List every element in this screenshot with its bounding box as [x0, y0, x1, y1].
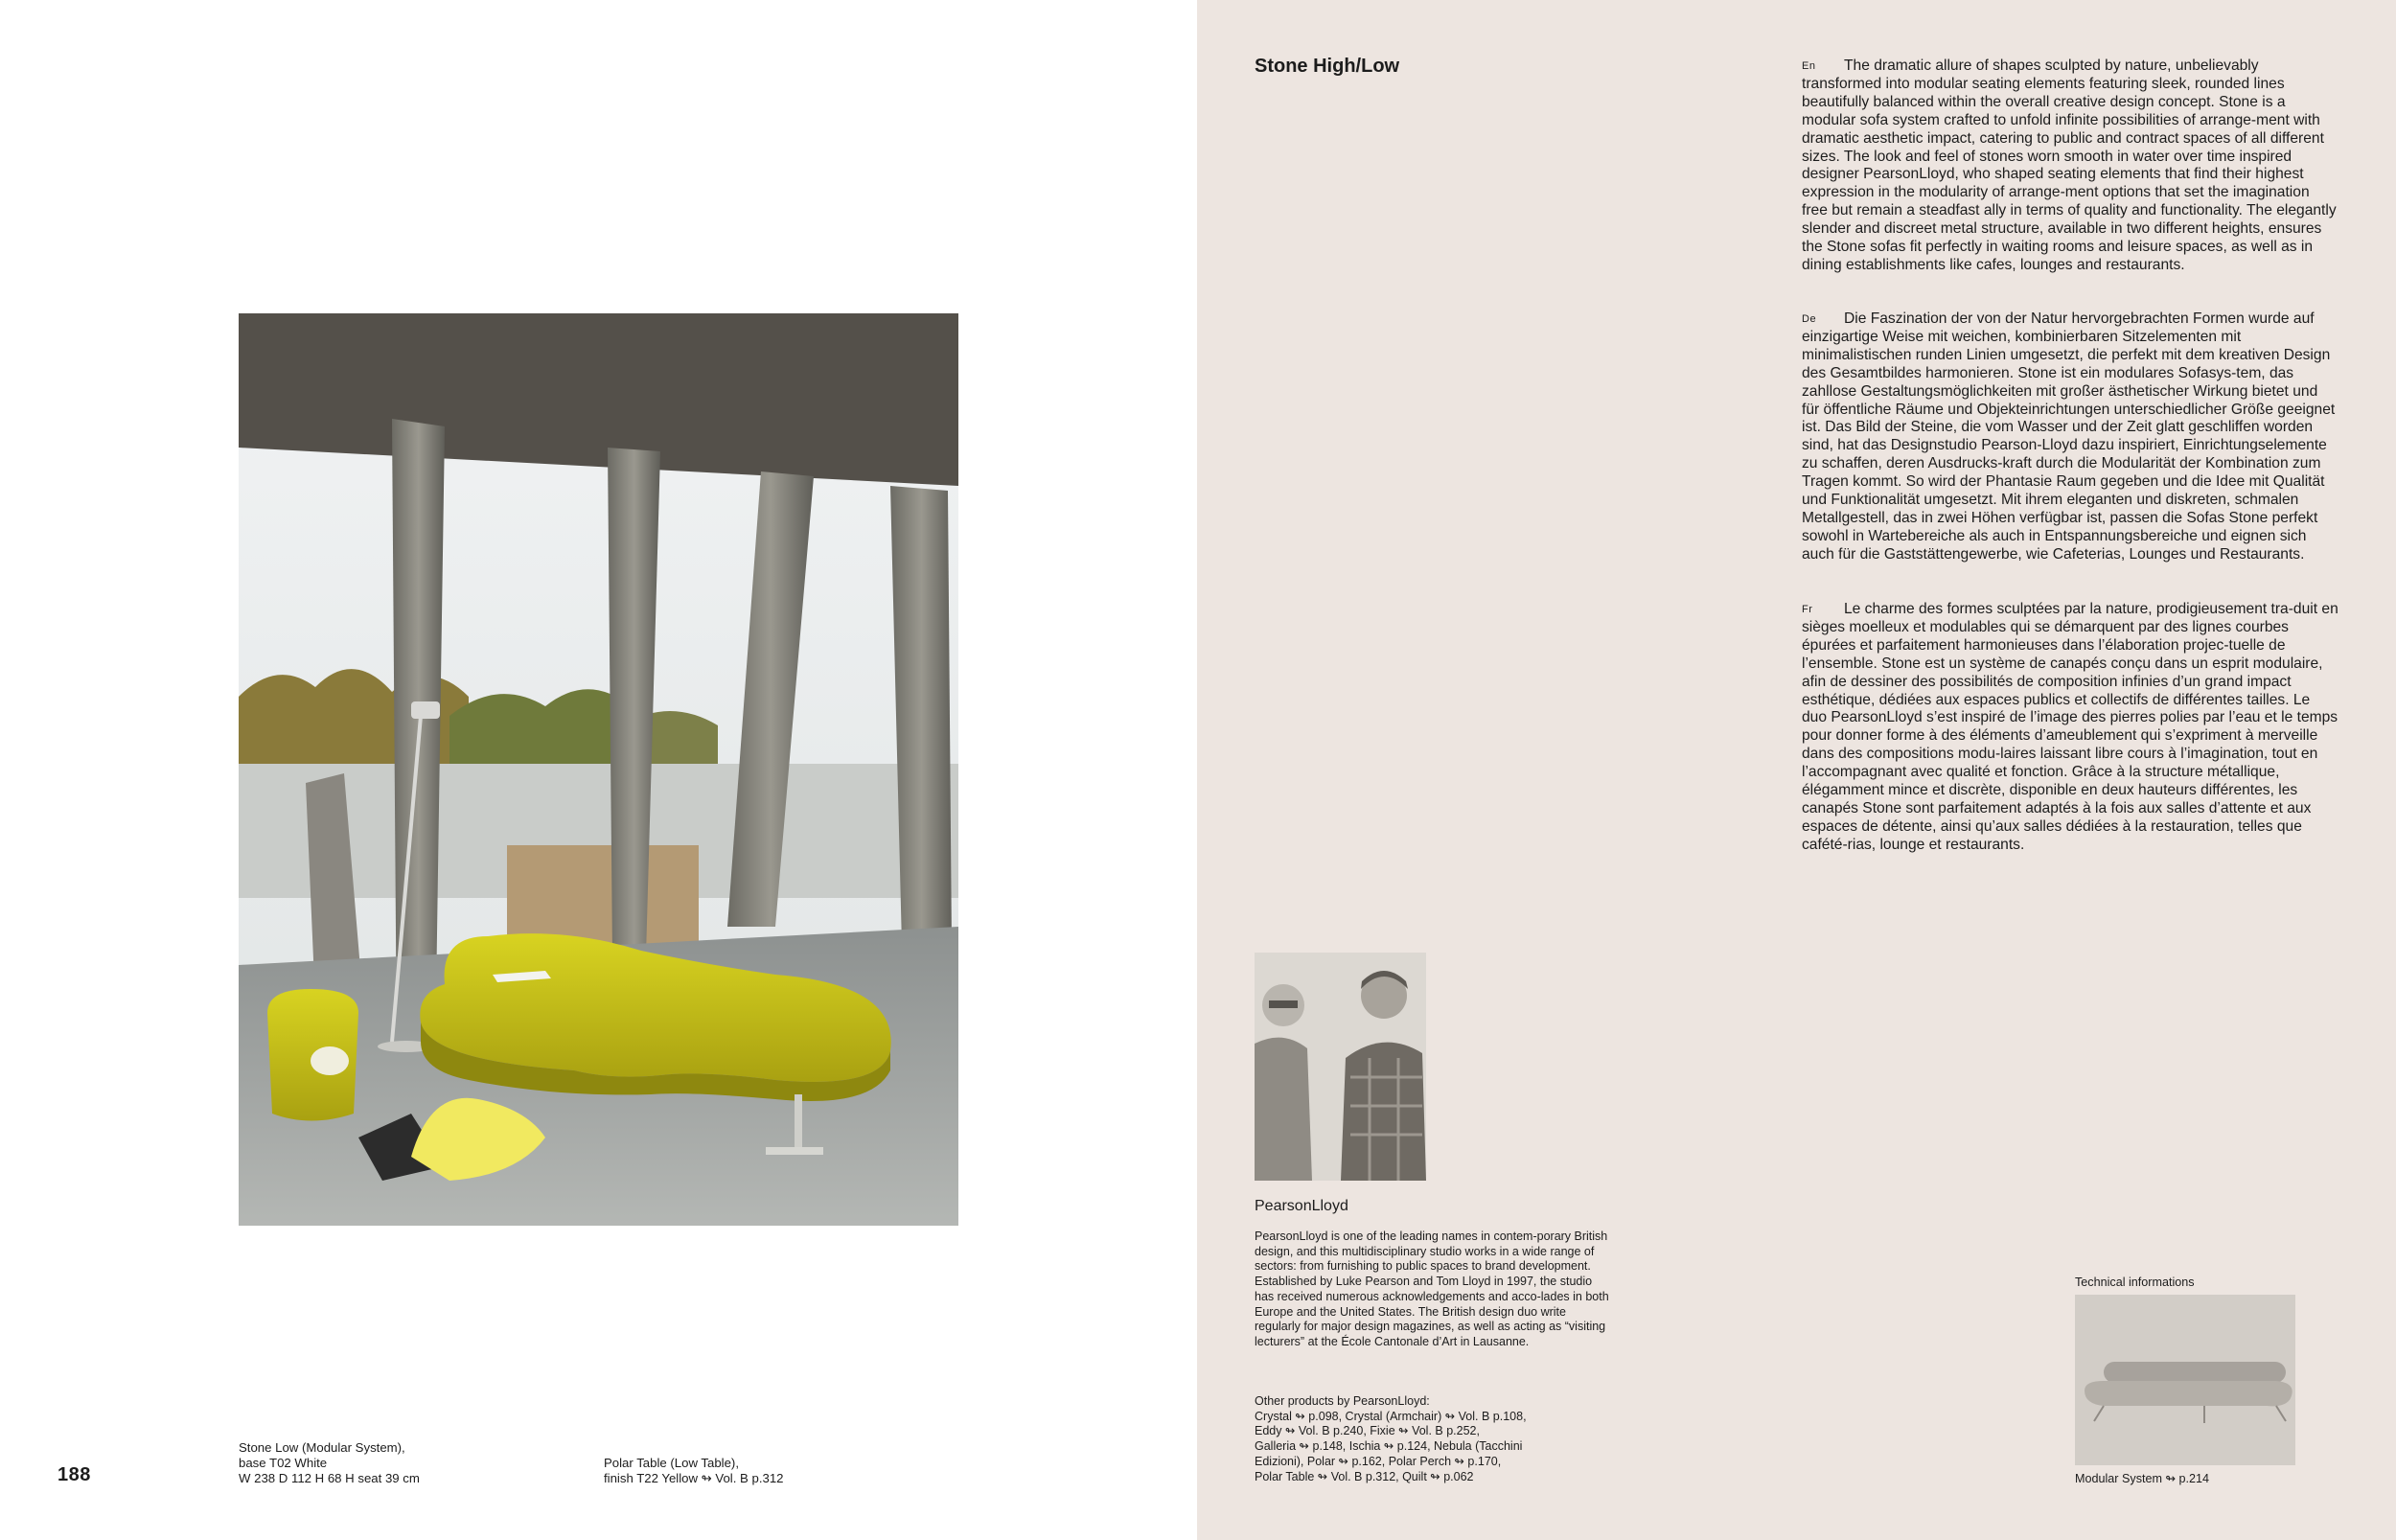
designer-other-products: Other products by PearsonLloyd: Crystal ↬ p.098, Crystal (Armchair) ↬ Vol. B p.108, Eddy ↬ Vol. B p.240, Fixie ↬ Vol. B p.252, Galleria ↬ p.148, Ischia ↬ p.124, Nebula (Tacchini Edizioni), Polar ↬ p.162, Polar Perch ↬ p.170, Polar Table ↬ Vol. B p.312, Quilt ↬ p.062 — [1255, 1394, 1527, 1483]
left-page — [0, 0, 1197, 1540]
description-german — [1802, 310, 2338, 564]
photo-caption-sofa: Stone Low (Modular System), base T02 White W 238 D 112 H 68 H seat 39 cm — [239, 1440, 420, 1485]
designer-portrait — [1255, 953, 1426, 1181]
product-title: Stone High/Low — [1255, 56, 1400, 77]
photo-caption-table: Polar Table (Low Table), finish T22 Yellow ↬ Vol. B p.312 — [604, 1456, 784, 1485]
description-english — [1802, 57, 2338, 275]
language-tag-de: De — [1802, 313, 1817, 325]
language-tag-en: En — [1802, 60, 1816, 72]
sofa-render-icon — [2075, 1295, 2295, 1465]
description-text-de: Die Faszination der von der Natur hervorgebrachten Formen wurde auf einzigartige Weise mit weichen, kombinierbaren Sitzelementen mit minimalistischen runden Linien umgesetzt, die perfekt mit dem kreativen Design des Gesamtbildes harmonieren. Stone ist ein modulares Sofasys-tem, das zahllose Gestaltungsmöglichkeiten mit großer ästhetischer Wirkung bietet und für öffentliche Räume und Objekteinrichtungen unterschiedlicher Größe geeignet ist. Das Bild der Steine, die vom Wasser und der Zeit glatt geschliffen worden sind, hat das Designstudio Pearson-Lloyd dazu inspiriert, Einrichtungselemente zu schaffen, deren Ausdrucks-kraft durch die Modularität der Kombination zum Tragen kommt. So wird der Phantasie Raum gegeben und die Idee mit Qualität und Funktionalität umgesetzt. Mit ihrem eleganten und diskreten, schmalen Metallgestell, das in zwei Höhen verfügbar ist, passen die Sofas Stone perfekt sowohl in Wartebereiche als auch in Entspannungsbereiche und eignen sich auch für die Gaststättengewerbe, wie Cafeterias, Lounges und Restaurants. — [1802, 310, 2336, 563]
designer-portrait-illustration — [1255, 953, 1426, 1181]
technical-drawing-modular-system — [2075, 1295, 2295, 1465]
designer-name: PearsonLloyd — [1255, 1198, 1348, 1214]
hero-photo-illustration — [239, 313, 958, 1226]
description-text-fr: Le charme des formes sculptées par la nature, prodigieusement tra-duit en sièges moelleux et modulables qui se démarquent par des lignes courbes épurées et parfaitement harmonieuses dans l’élaboration projec-tuelle de l’ensemble. Stone est un système de canapés conçu dans un esprit modulaire, afin de dessiner des possibilités de composition infinies d’un grand impact esthétique, dédiées aux espaces publics et collectifs de différentes tailles. Le duo PearsonLloyd s’est inspiré de l’image des pierres polies par l’eau et le temps pour donner forme à des éléments d’ameublement qui s’expriment à merveille dans des compositions modu-laires laissant libre cours à l’imagination, tout en l’accompagnant avec qualité et fonction. Grâce à la structure métallique, élégamment mince et discrète, disponible en deux hauteurs différentes, les canapés Stone sont parfaitement adaptés à la fois aux salles d’attente et aux espaces de détente, ainsi qu’aux salles dédiées à la restauration, telles que cafété-rias, lounge et restaurants. — [1802, 601, 2338, 853]
technical-info-label: Technical informations — [2075, 1276, 2195, 1289]
description-french — [1802, 601, 2338, 855]
modular-system-link[interactable]: Modular System ↬ p.214 — [2075, 1472, 2210, 1485]
language-tag-fr: Fr — [1802, 604, 1813, 615]
description-text-en: The dramatic allure of shapes sculpted by nature, unbelievably transformed into modular seating elements featuring sleek, rounded lines beautifully balanced within the overall creative design concept. Stone is a modular sofa system crafted to unfold infinite possibilities of arrange-ment with dramatic aesthetic impact, catering to public and contract spaces of all different sizes. The look and feel of stones worn smooth in water over time inspired designer PearsonLloyd, who shaped seating elements that find their highest expression in the modularity of arrange-ment options that set the imagination free but remain a steadfast ally in terms of quality and functionality. The elegantly slender and discreet metal structure, available in two different heights, ensures the Stone sofas fit perfectly in waiting rooms and leisure spaces, as well as in dining establishments like cafes, lounges and restaurants. — [1802, 57, 2337, 273]
hero-photo-stone-sofa — [239, 313, 958, 1226]
designer-bio: PearsonLloyd is one of the leading names in contem-porary British design, and this multidisciplinary studio works in a wide range of sectors: from furnishing to public spaces to brand development. Established by Luke Pearson and Tom Lloyd in 1997, the studio has received numerous acknowledgements and acco-lades in both Europe and the United States. The British design duo write regularly for major design magazines, as well as acting as “visiting lecturers” at the École Cantonale d’Art in Lausanne. — [1255, 1230, 1609, 1348]
page-number: 188 — [58, 1464, 91, 1485]
